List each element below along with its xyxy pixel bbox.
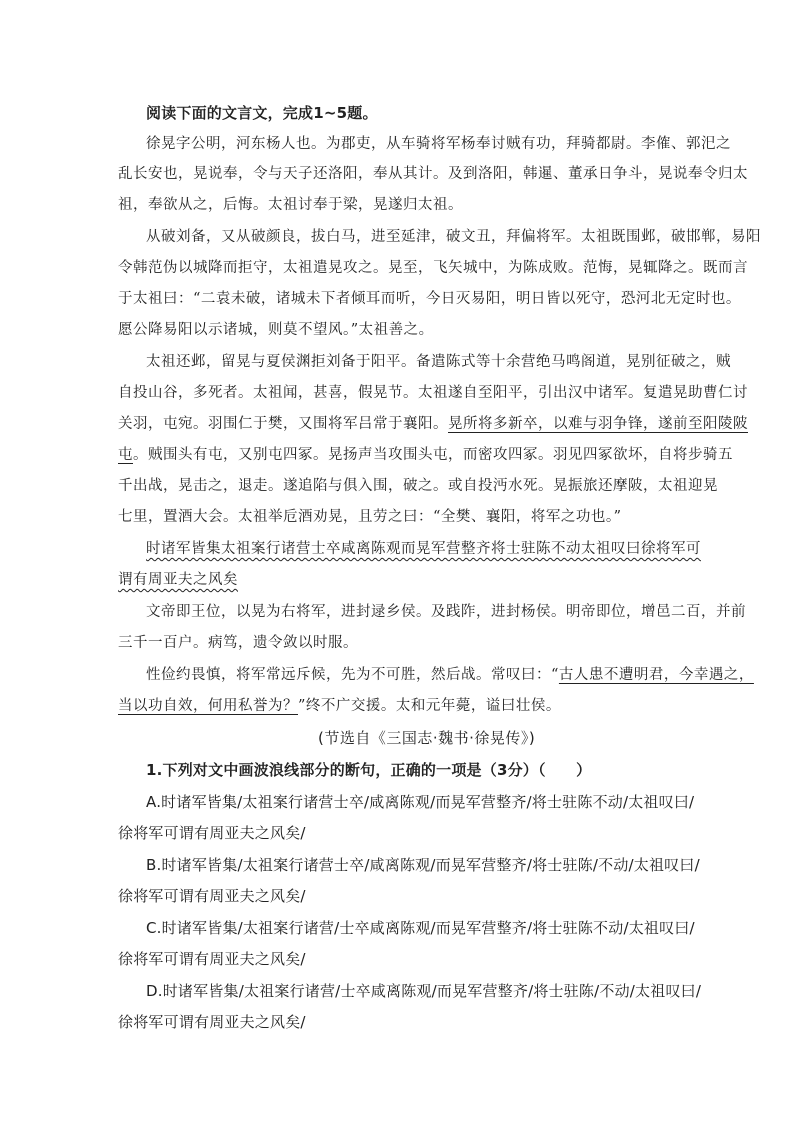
paragraph-6-line-1: [146, 665, 754, 685]
paragraph-3-line-3: [118, 414, 748, 434]
wavy-underlined-passage: 时诸军皆集太祖案行诸营士卒咸离陈观而晃军营整齐将士驻陈不动太祖叹曰徐将军可: [146, 541, 701, 557]
underlined-quote-continued: 当以功自效，何用私誉为？: [118, 698, 298, 714]
option-b-line-2: 徐将军可谓有周亚夫之风矣/: [118, 887, 306, 905]
question-stem: 1.下列对文中画波浪线部分的断句，正确的一项是（3分）（ ）: [146, 761, 592, 779]
underlined-passage-translation: 晃所将多新卒，以难与羽争锋，遂前至阳陵陂: [448, 416, 748, 432]
paragraph-1-line-2: 乱长安也，晃说奉，令与天子还洛阳，奉从其计。及到洛阳，韩暹、董承日争斗，晃说奉令归太: [118, 166, 748, 182]
option-b-line-1: B.时诸军皆集/太祖案行诸营士卒/咸离陈观/而晃军营整齐/将士驻陈/不动/太祖叹曰/: [146, 856, 700, 874]
passage-heading: 阅读下面的文言文，完成1~5题。: [146, 104, 378, 122]
source-citation: (节选自《三国志·魏书·徐晃传》): [318, 729, 536, 747]
paragraph-2-line-4: 愿公降易阳以示诸城，则莫不望风。”太祖善之。: [118, 322, 434, 338]
paragraph-6-line-2: [118, 696, 561, 716]
wavy-underlined-passage-continued: 谓有周亚夫之风矣: [118, 572, 238, 588]
paragraph-1-line-3: 祖，奉欲从之，后悔。太祖讨奉于梁，晃遂归太祖。: [118, 197, 463, 213]
paragraph-2-line-2: 令韩范伪以城降而拒守，太祖遣晃攻之。晃至，飞矢城中，为陈成败。范悔，晃辄降之。既而言: [118, 260, 748, 276]
paragraph-3-line-1: 太祖还邺，留晃与夏侯渊拒刘备于阳平。备遣陈式等十余营绝马鸣阁道，晃别征破之，贼: [146, 354, 731, 370]
paragraph-3-line-6: 七里，置酒大会。太祖举卮酒劝晃，且劳之曰：“全樊、襄阳，将军之功也。”: [118, 509, 622, 525]
option-d-line-1: D.时诸军皆集/太祖案行诸营/士卒咸离陈观/而晃军营整齐/将士驻陈/不动/太祖叹曰/: [146, 982, 702, 1000]
option-a-line-2: 徐将军可谓有周亚夫之风矣/: [118, 824, 306, 842]
paragraph-5-line-2: 三千一百户。病笃，遗令敛以时服。: [118, 635, 358, 651]
paragraph-3-line-3-text: 关羽，屯宛。羽围仁于樊，又围将军吕常于襄阳。: [118, 416, 448, 432]
option-a-line-1: A.时诸军皆集/太祖案行诸营士卒/咸离陈观/而晃军营整齐/将士驻陈不动/太祖叹曰/: [146, 793, 695, 811]
underlined-quote: 古人患不遭明君，今幸遇之，: [558, 667, 754, 683]
paragraph-6-line-2-text: ”终不广交援。太和元年薨，谥曰壮侯。: [298, 698, 561, 714]
paragraph-1-line-1: 徐晃字公明，河东杨人也。为郡吏，从车骑将军杨奉讨贼有功，拜骑都尉。李傕、郭汜之: [146, 136, 731, 152]
paragraph-3-line-4-text: 。贼围头有屯，又别屯四冢。晃扬声当攻围头屯，而密攻四冢。羽见四冢欲坏，自将步骑五: [133, 447, 733, 463]
underlined-passage-continued: 屯: [118, 447, 133, 463]
option-c-line-1: C.时诸军皆集/太祖案行诸营/士卒咸离陈观/而晃军营整齐/将士驻陈不动/太祖叹曰/: [146, 919, 695, 937]
paragraph-3-line-2: 自投山谷，多死者。太祖闻，甚喜，假晃节。太祖遂自至阳平，引出汉中诸军。复遣晃助曹仁讨: [118, 385, 748, 401]
option-c-line-2: 徐将军可谓有周亚夫之风矣/: [118, 950, 306, 968]
paragraph-4-line-2: [118, 570, 238, 590]
paragraph-5-line-1: 文帝即王位，以晃为右将军，进封逯乡侯。及践阼，进封杨侯。明帝即位，增邑二百，并前: [146, 604, 746, 620]
paragraph-2-line-1: 从破刘备，又从破颜良，拔白马，进至延津，破文丑，拜偏将军。太祖既围邺，破邯郸，易阳: [146, 229, 761, 245]
paragraph-3-line-4: [118, 445, 733, 465]
paragraph-2-line-3: 于太祖曰：“二袁未破，诸城未下者倾耳而听，今日灭易阳，明日皆以死守，恐河北无定时也。: [118, 291, 741, 307]
paragraph-6-line-1-text: 性俭约畏慎，将军常远斥候，先为不可胜，然后战。常叹曰：“: [146, 667, 559, 683]
option-d-line-2: 徐将军可谓有周亚夫之风矣/: [118, 1013, 306, 1031]
paragraph-4-line-1: [146, 539, 701, 559]
paragraph-3-line-5: 千出战，晃击之，退走。遂追陷与俱入围，破之。或自投沔水死。晃振旅还摩陂，太祖迎晃: [118, 478, 718, 494]
